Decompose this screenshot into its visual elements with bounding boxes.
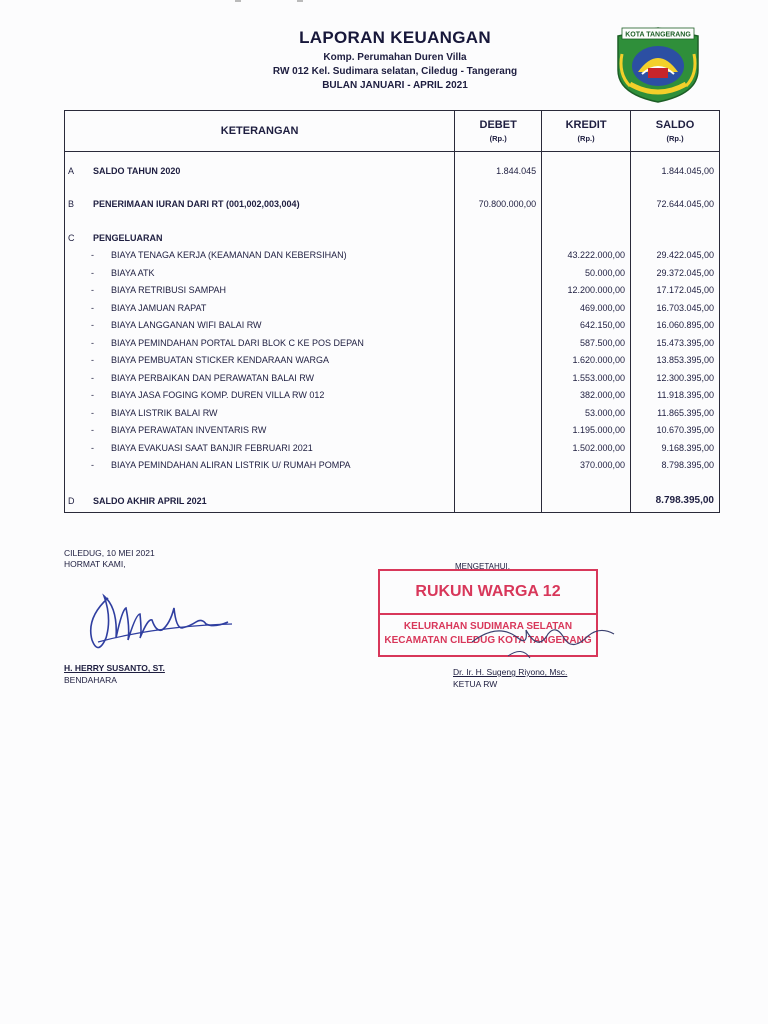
- section-code: C: [68, 232, 75, 243]
- signature-right-name-block: [453, 666, 567, 690]
- saldo-value: 10.670.395,00: [631, 422, 720, 440]
- expense-row: [65, 299, 720, 317]
- bullet-dash: -: [91, 250, 94, 261]
- kredit-value: 370.000,00: [542, 457, 631, 475]
- saldo-value: 72.644.045,00: [631, 196, 720, 214]
- expense-label: BIAYA EVAKUASI SAAT BANJIR FEBRUARI 2021: [111, 442, 313, 453]
- col-kredit: KREDIT (Rp.): [542, 111, 631, 152]
- greeting: HORMAT KAMI,: [64, 559, 126, 569]
- debet-value: 1.844.045: [455, 162, 542, 180]
- bullet-dash: -: [91, 302, 94, 313]
- bullet-dash: -: [91, 407, 94, 418]
- row-pengeluaran: [65, 229, 720, 247]
- svg-text:KOTA TANGERANG: KOTA TANGERANG: [625, 31, 691, 39]
- expense-label: BIAYA PEMINDAHAN PORTAL DARI BLOK C KE POS DEPAN: [111, 337, 364, 348]
- chairman-signature-icon: [468, 612, 618, 672]
- expense-row: [65, 247, 720, 265]
- stamp-title: RUKUN WARGA 12: [380, 571, 596, 615]
- kredit-value: 1.195.000,00: [542, 422, 631, 440]
- debet-value: 70.800.000,00: [455, 196, 542, 214]
- kredit-value: 382.000,00: [542, 387, 631, 405]
- expense-label: BIAYA TENAGA KERJA (KEAMANAN DAN KEBERSIHAN): [111, 250, 347, 261]
- saldo-value: 15.473.395,00: [631, 334, 720, 352]
- scan-mark: [235, 0, 335, 5]
- kredit-value: 1.620.000,00: [542, 352, 631, 370]
- saldo-value: 11.865.395,00: [631, 404, 720, 422]
- row-label: PENERIMAAN IURAN DARI RT (001,002,003,004): [93, 199, 300, 210]
- expense-label: BIAYA JAMUAN RAPAT: [111, 302, 207, 313]
- expense-row: [65, 264, 720, 282]
- kredit-value: 587.500,00: [542, 334, 631, 352]
- kredit-value: 12.200.000,00: [542, 282, 631, 300]
- report-header: [200, 28, 590, 91]
- table-header-row: [65, 111, 720, 152]
- kredit-value: 53.000,00: [542, 404, 631, 422]
- expense-label: BIAYA ATK: [111, 267, 155, 278]
- final-saldo-value: 8.798.395,00: [631, 490, 720, 512]
- saldo-value: 29.372.045,00: [631, 264, 720, 282]
- bullet-dash: -: [91, 267, 94, 278]
- expense-label: BIAYA PEMBUATAN STICKER KENDARAAN WARGA: [111, 355, 330, 366]
- bullet-dash: -: [91, 390, 94, 401]
- report-subtitle-housing: Komp. Perumahan Duren Villa: [323, 52, 467, 63]
- signature-left-block: [64, 548, 155, 570]
- expense-row: [65, 334, 720, 352]
- section-code: A: [68, 165, 75, 176]
- expense-row: [65, 369, 720, 387]
- saldo-value: 16.703.045,00: [631, 299, 720, 317]
- col-keterangan: KETERANGAN: [65, 111, 455, 152]
- bullet-dash: -: [91, 372, 94, 383]
- bullet-dash: -: [91, 442, 94, 453]
- expense-label: BIAYA RETRIBUSI SAMPAH: [111, 285, 227, 296]
- treasurer-role: BENDAHARA: [64, 675, 117, 685]
- signature-left-name-block: [64, 662, 165, 686]
- bullet-dash: -: [91, 337, 94, 348]
- saldo-value: 13.853.395,00: [631, 352, 720, 370]
- row-saldo-2020: [65, 162, 720, 180]
- expense-label: BIAYA LANGGANAN WIFI BALAI RW: [111, 320, 262, 331]
- expense-label: BIAYA JASA FOGING KOMP. DUREN VILLA RW 012: [111, 390, 325, 401]
- expense-label: BIAYA PERAWATAN INVENTARIS RW: [111, 425, 267, 436]
- col-debet: DEBET (Rp.): [455, 111, 542, 152]
- kredit-value: 1.502.000,00: [542, 439, 631, 457]
- kredit-value: 43.222.000,00: [542, 247, 631, 265]
- kredit-value: 1.553.000,00: [542, 369, 631, 387]
- row-label: SALDO TAHUN 2020: [93, 165, 181, 176]
- expense-label: BIAYA LISTRIK BALAI RW: [111, 407, 218, 418]
- bullet-dash: -: [91, 285, 94, 296]
- saldo-value: 1.844.045,00: [631, 162, 720, 180]
- chairman-role: KETUA RW: [453, 679, 498, 689]
- expense-row: [65, 404, 720, 422]
- bullet-dash: -: [91, 425, 94, 436]
- saldo-value: 12.300.395,00: [631, 369, 720, 387]
- kota-tangerang-logo-icon: [612, 24, 704, 104]
- bullet-dash: -: [91, 355, 94, 366]
- expense-row: [65, 282, 720, 300]
- saldo-value: 17.172.045,00: [631, 282, 720, 300]
- section-code: D: [68, 495, 75, 506]
- saldo-value: 9.168.395,00: [631, 439, 720, 457]
- report-subtitle-period: BULAN JANUARI - APRIL 2021: [322, 80, 468, 91]
- expense-row: [65, 352, 720, 370]
- row-label: PENGELUARAN: [93, 232, 163, 243]
- report-title: LAPORAN KEUANGAN: [299, 28, 491, 47]
- expense-row: [65, 317, 720, 335]
- expense-label: BIAYA PERBAIKAN DAN PERAWATAN BALAI RW: [111, 372, 315, 383]
- place-date: CILEDUG, 10 MEI 2021: [64, 548, 155, 558]
- stamp-line-1: KELURAHAN SUDIMARA SELATAN: [403, 621, 573, 632]
- section-code: B: [68, 199, 75, 210]
- expense-label: BIAYA PEMINDAHAN ALIRAN LISTRIK U/ RUMAH POMPA: [111, 460, 351, 471]
- treasurer-name: H. HERRY SUSANTO, ST.: [64, 663, 165, 673]
- saldo-value: 16.060.895,00: [631, 317, 720, 335]
- expense-row: [65, 457, 720, 475]
- financial-ledger-table: [64, 110, 720, 513]
- saldo-value: 11.918.395,00: [631, 387, 720, 405]
- kredit-value: 50.000,00: [542, 264, 631, 282]
- chairman-name: Dr. Ir. H. Sugeng Riyono, Msc.: [453, 667, 568, 677]
- expense-row: [65, 439, 720, 457]
- treasurer-signature-icon: [78, 578, 238, 662]
- col-saldo: SALDO (Rp.): [631, 111, 720, 152]
- row-saldo-akhir: [65, 490, 720, 512]
- kredit-value: 642.150,00: [542, 317, 631, 335]
- saldo-value: 29.422.045,00: [631, 247, 720, 265]
- bullet-dash: -: [91, 460, 94, 471]
- bullet-dash: -: [91, 320, 94, 331]
- expense-row: [65, 387, 720, 405]
- row-label: SALDO AKHIR APRIL 2021: [93, 495, 207, 506]
- kredit-value: 469.000,00: [542, 299, 631, 317]
- saldo-value: 8.798.395,00: [631, 457, 720, 475]
- report-subtitle-address: RW 012 Kel. Sudimara selatan, Ciledug - Tangerang: [272, 66, 518, 77]
- stamp-line-2: KECAMATAN CILEDUG KOTA TANGERANG: [384, 635, 592, 646]
- row-penerimaan: [65, 196, 720, 214]
- acknowledged-label: MENGETAHUI,: [455, 562, 510, 571]
- expense-row: [65, 422, 720, 440]
